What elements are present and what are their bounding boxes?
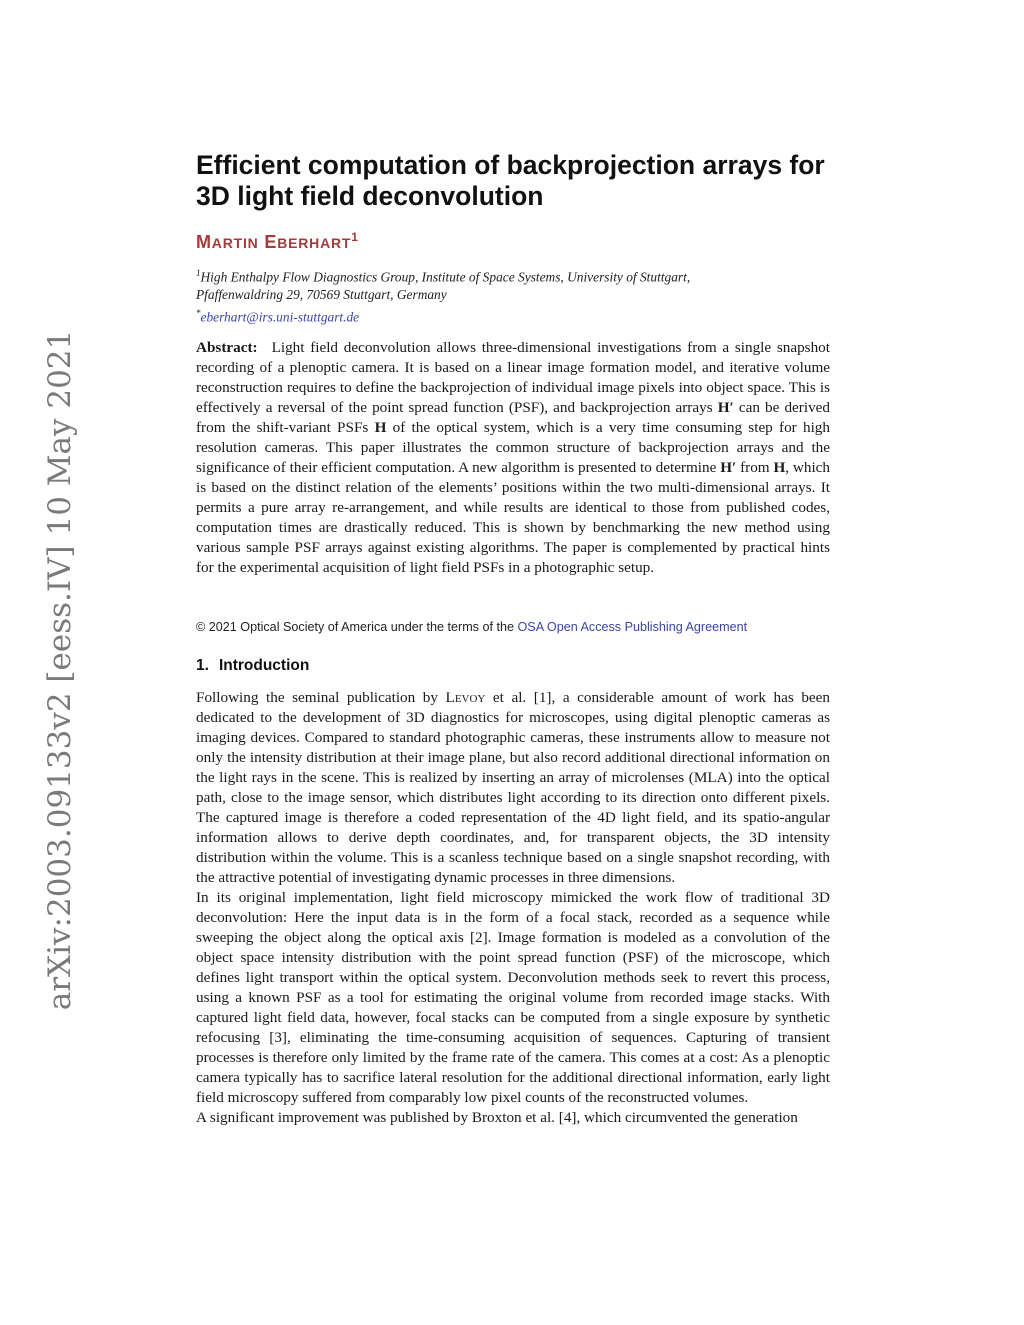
author-first-initial: M	[196, 232, 212, 252]
section-heading-introduction	[196, 657, 309, 675]
author-name	[196, 230, 359, 253]
abstract-label: Abstract:	[196, 339, 258, 356]
affiliation-line-1	[196, 264, 846, 286]
affiliation-text-1: High Enthalpy Flow Diagnostics Group, Institute of Space Systems, University of Stuttgart,	[200, 269, 691, 285]
copyright-text: © 2021 Optical Society of America under the terms of the	[196, 620, 518, 634]
abstract-symbol-h-prime-2: H′	[720, 459, 737, 476]
section-number: 1.	[196, 657, 209, 674]
affiliation-mark: 1	[196, 268, 201, 278]
section-title: Introduction	[218, 657, 310, 674]
intro-paragraph-1	[196, 688, 830, 888]
abstract-text-1: Light field deconvolution allows three-dimensional investigations from a single snapshot recording of a plenoptic camera. It is based on a linear image formation model, and iterative volume reconstruction requires to define the backprojection of individual image pixels into object space. This is effectively a reversal of the point spread function (PSF), and backprojection arrays	[196, 339, 830, 416]
intro-cited-author: Levoy	[445, 689, 486, 706]
abstract-text-3: of the optical system, which is a very time consuming step for high resolution cameras. This paper illustrates the common structure of backprojection arrays and the significance of their efficient computation. A new algorithm is presented to determine	[196, 419, 830, 476]
author-first-rest: ARTIN	[211, 235, 259, 251]
abstract	[196, 338, 830, 578]
intro-p1-start: Following the seminal publication by	[196, 689, 446, 706]
abstract-symbol-h: H	[374, 419, 387, 436]
author-affiliation-mark: 1	[351, 230, 359, 244]
abstract-symbol-h-prime: H′	[717, 399, 734, 416]
abstract-text-5: , which is based on the distinct relation of the elements’ positions within the two multi-dimensional arrays. It permits a pure array re-arrangement, and while results are identical to those from published codes, computation times are drastically reduced. This is shown by benchmarking the new method using various sample PSF arrays against existing algorithms. The paper is complemented by practical hints for the experimental acquisition of light field PSFs in a photographic setup.	[196, 459, 830, 576]
introduction-body	[196, 688, 830, 1128]
author-last-initial: E	[264, 232, 278, 252]
intro-p1-rest: et al. [1], a considerable amount of work has been dedicated to the development of 3D diagnostics for microscopes, using digital plenoptic cameras as imaging devices. Compared to standard photographic cameras, these instruments allow to measure not only the intensity distribution at their image plane, but also record additional directional information on the light rays in the scene. This is realized by inserting an array of microlenses (MLA) into the optical path, close to the image sensor, which distributes light according to its direction onto different pixels. The captured image is therefore a coded representation of the 4D light field, and its spatio-angular information allows to derive depth coordinates, and, for transparent objects, the 3D intensity distribution within the volume. This is a scanless technique based on a single snapshot recording, with the attractive potential of investigating dynamic processes in three dimensions.	[196, 689, 830, 886]
author-email-line	[196, 304, 846, 326]
arxiv-identifier-stamp: arXiv:2003.09133v2 [eess.IV] 10 May 2021	[42, 329, 78, 1011]
email-mark: *	[196, 308, 201, 319]
abstract-text-4: from	[736, 459, 774, 476]
abstract-text-2: can be derived from the shift-variant PSFs	[196, 399, 831, 436]
intro-paragraph-2: In its original implementation, light field microscopy mimicked the work flow of traditional 3D deconvolution: Here the input data is in the form of a focal stack, recorded as a sequence while sweeping the object along the optical axis [2]. Image formation is modeled as a convolution of the object space intensity distribution with the point spread function (PSF) of the microscope, which defines light transport within the optical system. Deconvolution methods seek to revert this process, using a known PSF as a tool for estimating the original volume from recorded image stacks. With captured light field data, however, focal stacks can be computed from a single exposure by synthetic refocusing [3], eliminating the time-consuming acquisition of sequences. Capturing of transient processes is therefore only limited by the frame rate of the camera. This comes at a cost: As a plenoptic camera typically has to sacrifice lateral resolution for the additional directional information, early light field microscopy suffered from comparably low pixel counts of the reconstructed volumes.	[196, 889, 830, 1106]
paper-title: Efficient computation of backprojection arrays for 3D light field deconvolution	[196, 150, 825, 211]
affiliation-block	[196, 264, 846, 327]
author-last-rest: BERHART	[277, 235, 352, 251]
open-access-agreement-link[interactable]: OSA Open Access Publishing Agreement	[517, 620, 748, 634]
author-email-link[interactable]: eberhart@irs.uni-stuttgart.de	[200, 309, 360, 325]
copyright-notice	[196, 620, 836, 634]
affiliation-line-2: Pfaffenwaldring 29, 70569 Stuttgart, Germany	[196, 287, 447, 303]
intro-paragraph-3: A significant improvement was published by Broxton et al. [4], which circumvented the generation	[196, 1109, 798, 1126]
abstract-symbol-h-2: H	[773, 459, 786, 476]
